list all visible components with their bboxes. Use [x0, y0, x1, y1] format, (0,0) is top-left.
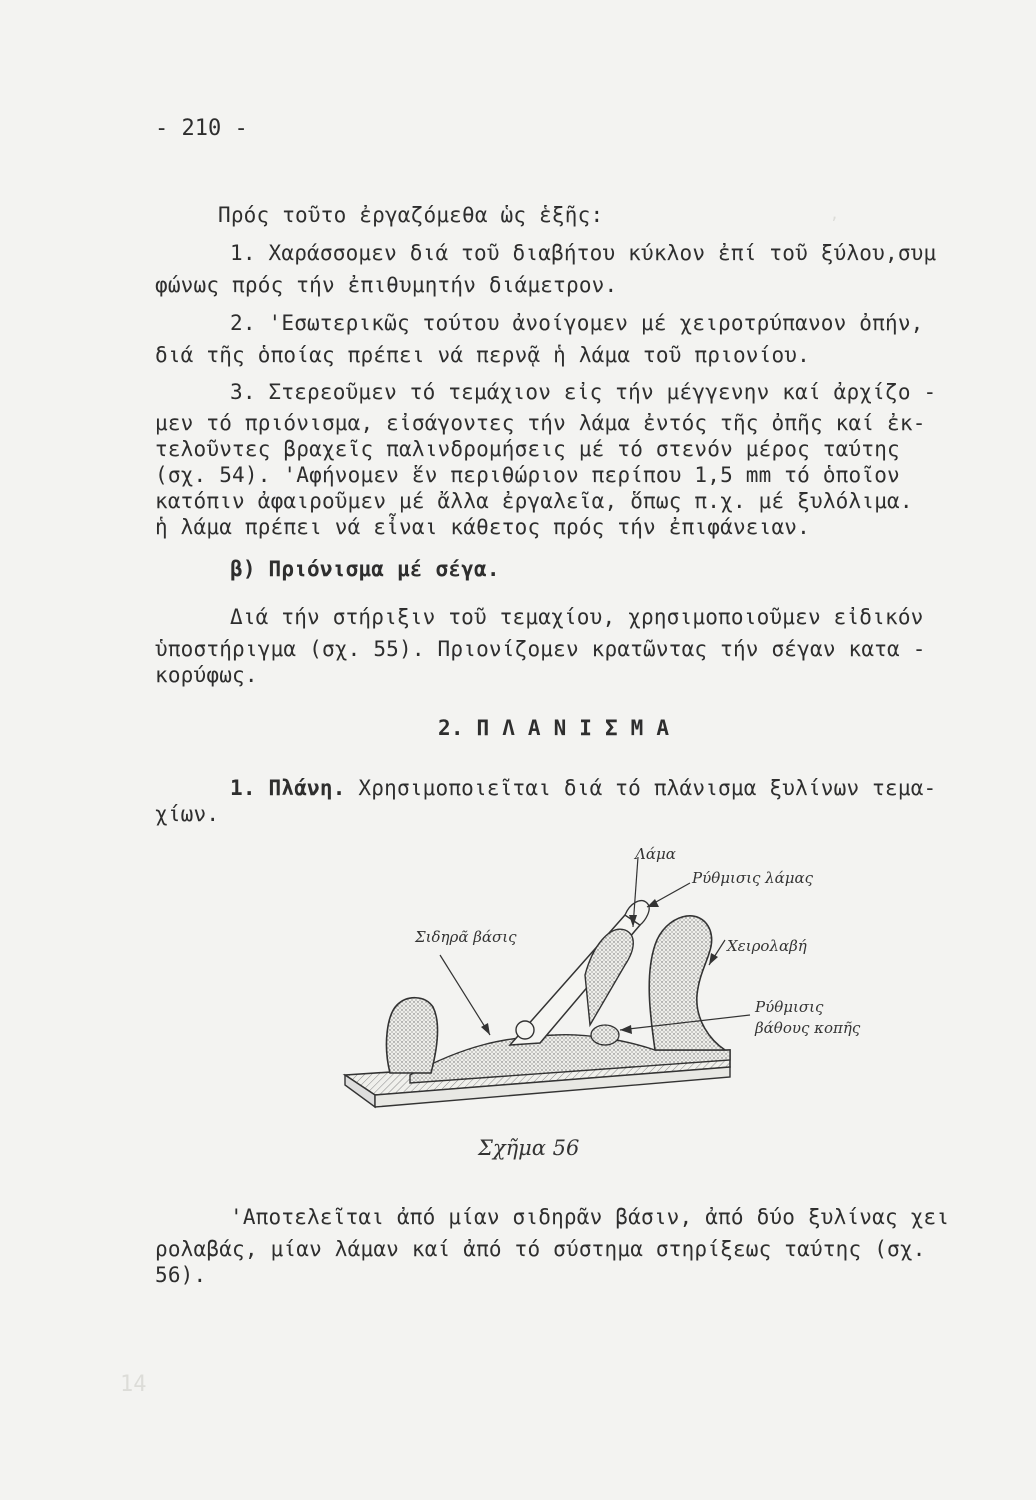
- step-1-line-1: 1. Χαράσσομεν διά τοῦ διαβήτου κύκλον ἐπί τοῦ ξύλου,συμ: [230, 241, 937, 265]
- intro-line: Πρός τοῦτο ἐργαζόμεθα ὡς ἑξῆς:: [218, 203, 604, 227]
- label-depth-adjust-1: Ρύθμισις: [755, 998, 824, 1016]
- step-2-line-2: διά τῆς ὁποίας πρέπει νά περνᾷ ἡ λάμα τοῦ πριονίου.: [155, 343, 810, 367]
- para-b-line-1: Διά τήν στήριξιν τοῦ τεμαχίου, χρησιμοποιοῦμεν εἰδικόν: [230, 605, 924, 629]
- hand-plane-figure: [325, 845, 885, 1125]
- bleed-through-page-number: 14: [120, 1372, 147, 1397]
- step-1-line-2: φώνως πρός τήν ἐπιθυμητήν διάμετρον.: [155, 273, 618, 297]
- hand-plane-drawing: [325, 845, 885, 1125]
- step-3-line-3: τελοῦντες βραχεῖς παλινδρομήσεις μέ τό στενόν μέρος ταύτης: [155, 437, 900, 461]
- label-iron-base: Σιδηρᾶ βάσις: [415, 928, 517, 946]
- step-3-line-6: ἡ λάμα πρέπει νά εἶναι κάθετος πρός τήν ἐπιφάνειαν.: [155, 515, 810, 539]
- subheading-b: β) Πριόνισμα μέ σέγα.: [230, 557, 500, 581]
- plane-intro-line-1: [230, 775, 936, 801]
- closing-line-1: 'Αποτελεῖται ἀπό μίαν σιδηρᾶν βάσιν, ἀπό δύο ξυλίνας χει: [230, 1205, 950, 1229]
- step-3-line-2: μεν τό πριόνισμα, εἰσάγοντες τήν λάμα ἐντός τῆς ὀπῆς καί ἐκ-: [155, 411, 926, 435]
- closing-line-3: 56).: [155, 1263, 207, 1287]
- step-3-line-1: 3. Στερεοῦμεν τό τεμάχιον εἰς τήν μέγγενην καί ἀρχίζο -: [230, 380, 937, 404]
- step-3-line-5: κατόπιν ἀφαιροῦμεν μέ ἄλλα ἐργαλεῖα, ὅπως π.χ. μέ ξυλόλιμα.: [155, 489, 913, 513]
- closing-line-2: ρολαβάς, μίαν λάμαν καί ἀπό τό σύστημα στηρίξεως ταύτης (σχ.: [155, 1237, 926, 1261]
- step-3-line-4: (σχ. 54). 'Αφήνομεν ἕν περιθώριον περίπου 1,5 mm τό ὁποῖον: [155, 463, 900, 487]
- para-b-line-3: κορύφως.: [155, 663, 258, 687]
- step-2-line-1: 2. 'Εσωτερικῶς τούτου ἀνοίγομεν μέ χειροτρύπανον ὀπήν,: [230, 311, 924, 335]
- label-depth-adjust-2: βάθους κοπῆς: [755, 1019, 861, 1037]
- bleed-through-text: ,: [830, 205, 849, 223]
- para-b-line-2: ὑποστήριγμα (σχ. 55). Πριονίζομεν κρατῶντας τήν σέγαν κατα -: [155, 637, 926, 661]
- label-blade: Λάμα: [635, 845, 676, 863]
- label-blade-adjust: Ρύθμισις λάμας: [692, 869, 814, 887]
- plane-intro-text: Χρησιμοποιεῖται διά τό πλάνισμα ξυλίνων τεμα-: [345, 776, 937, 800]
- plane-intro-term: 1. Πλάνη.: [230, 776, 346, 800]
- plane-intro-line-2: χίων.: [155, 802, 220, 826]
- page-number: - 210 -: [155, 116, 248, 141]
- figure-caption: Σχῆμα 56: [478, 1136, 580, 1160]
- section-heading: 2. Π Λ Α Ν Ι Σ Μ Α: [438, 716, 670, 740]
- label-handle: Χειρολαβή: [727, 937, 807, 955]
